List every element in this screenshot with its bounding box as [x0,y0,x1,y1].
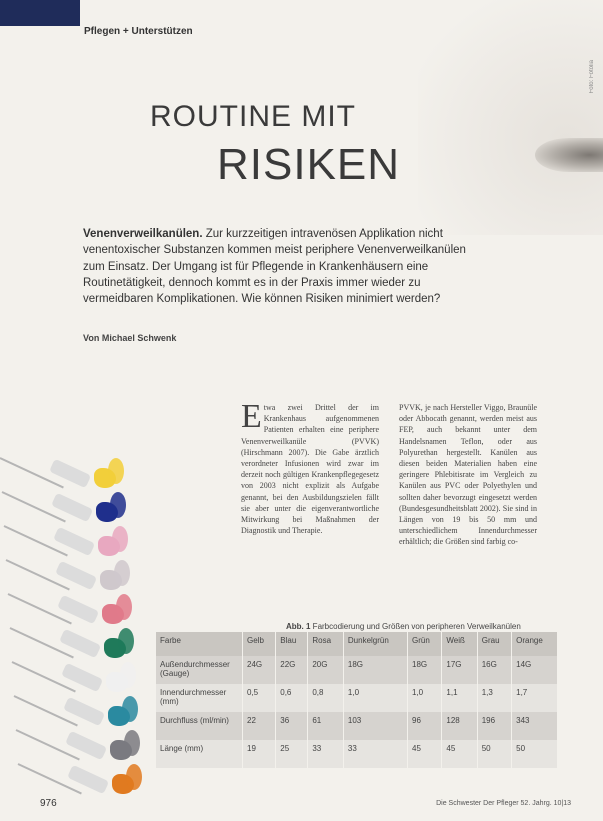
table-row [156,656,558,684]
table-cell: 22 [243,712,276,740]
table-header-cell: Farbe [156,632,243,656]
header-photo [418,0,603,235]
table-cell: 20G [308,656,344,684]
table-header-cell: Blau [276,632,308,656]
table-cell: 128 [442,712,477,740]
table-cell: 17G [442,656,477,684]
table-header-cell: Grau [477,632,511,656]
byline: Von Michael Schwenk [83,333,177,343]
table-cell: 33 [308,740,344,768]
table-row [156,684,558,712]
cannula-wing [126,764,142,790]
table-cell: 16G [477,656,511,684]
body-column-1-text: twa zwei Drittel der im Krankenhaus aufgenommenen Patienten erhalten eine periphere Venenverweilkanüle (PVVK) (Hirschmann 2007). Die Gabe ärztlich verordneter Infusionen wird zwar im derzeit noch gültigen Krankenpflegegesetz von 2003 nicht explizit als Aufgabe genannt, bei den Ausbildungszielen fällt sie aber unter die eigenverantwortliche Mitwirkung bei Maßnahmen der Diagnostik und Therapie. [241,403,379,536]
table-caption [286,622,521,631]
table-row-label: Außendurchmesser (Gauge) [156,656,243,684]
table-cell: 1,3 [477,684,511,712]
eye-photo-detail [535,138,603,172]
table-cell: 1,0 [408,684,442,712]
cannula-wing [118,628,134,654]
table-cell: 0,6 [276,684,308,712]
table-row [156,712,558,740]
cannula-wing [114,560,130,586]
table-header-cell: Weiß [442,632,477,656]
table-cell: 1,7 [512,684,558,712]
table-cell: 33 [343,740,407,768]
table-header-row [156,632,558,656]
table-caption-text: Farbcodierung und Größen von peripheren Verweilkanülen [310,622,521,631]
page-number: 976 [40,798,57,809]
table-header-cell: Rosa [308,632,344,656]
table-header-cell: Dunkelgrün [343,632,407,656]
table-row-label: Länge (mm) [156,740,243,768]
table-cell: 0,8 [308,684,344,712]
table-cell: 18G [343,656,407,684]
table-cell: 45 [408,740,442,768]
table-cell: 1,0 [343,684,407,712]
dropcap: E [241,398,262,435]
cannula-wing [108,458,124,484]
table-cell: 1,1 [442,684,477,712]
cannula-wing [110,492,126,518]
section-label: Pflegen + Unterstützen [84,26,193,37]
table-cell: 24G [243,656,276,684]
photo-credit: Foto: Fotolia [589,60,595,94]
table-cell: 50 [512,740,558,768]
table-header-cell: Gelb [243,632,276,656]
title-line-2: RISIKEN [217,140,401,189]
table-row [156,740,558,768]
table-header-cell: Grün [408,632,442,656]
table-cell: 196 [477,712,511,740]
section-color-tab [0,0,80,26]
cannula-wing [112,526,128,552]
table-cell: 19 [243,740,276,768]
title-line-1: ROUTINE MIT [150,100,356,133]
table-row-label: Durchfluss (ml/min) [156,712,243,740]
cannula-wing [120,662,136,688]
table-cell: 50 [477,740,511,768]
lead-paragraph [83,226,478,307]
lead-keyword: Venenverweilkanülen. [83,228,203,240]
cannula-wing [116,594,132,620]
table-cell: 61 [308,712,344,740]
table-cell: 45 [442,740,477,768]
table-cell: 18G [408,656,442,684]
table-cell: 36 [276,712,308,740]
table-caption-label: Abb. 1 [286,622,311,631]
lead-text: Zur kurzzeitigen intravenösen Applikation nicht venentoxischer Substanzen kommen meist periphere Venenverweilkanülen zum Einsatz. Der Umgang ist für Pflegende in Krankenhäusern eine Routinetätigkeit, dennoch kommt es in der Praxis immer wieder zu vermeidbaren Komplikationen. Wie können Risiken minimiert werden? [83,228,466,306]
body-column-1 [241,398,379,536]
body-column-2: PVVK, je nach Hersteller Viggo, Braunüle oder Abbocath genannt, werden meist aus FEP, auch bekannt unter dem Handelsnamen Teflon, oder aus Polyurethan hergestellt. Kanülen aus diesen beiden Materialien haben eine geringere Phlebitisrate im Vergleich zu Kanülen aus PVC oder Polyethylen und sollten daher bevorzugt eingesetzt werden (Bundesgesundheitsblatt 2002). Sie sind in Längen von 19 bis 50 mm und unterschiedlichem Innendurchmesser erhältlich; die Größen sind farbig co- [399,403,537,547]
table-cell: 14G [512,656,558,684]
cannula-wing [124,730,140,756]
table-cell: 22G [276,656,308,684]
cannula-wing [122,696,138,722]
cannula-size-table [156,632,558,768]
table-cell: 343 [512,712,558,740]
table-cell: 0,5 [243,684,276,712]
table-cell: 96 [408,712,442,740]
journal-footer: Die Schwester Der Pfleger 52. Jahrg. 10|13 [436,800,571,807]
table-cell: 25 [276,740,308,768]
table-row-label: Innendurchmesser (mm) [156,684,243,712]
table-header-cell: Orange [512,632,558,656]
table-cell: 103 [343,712,407,740]
